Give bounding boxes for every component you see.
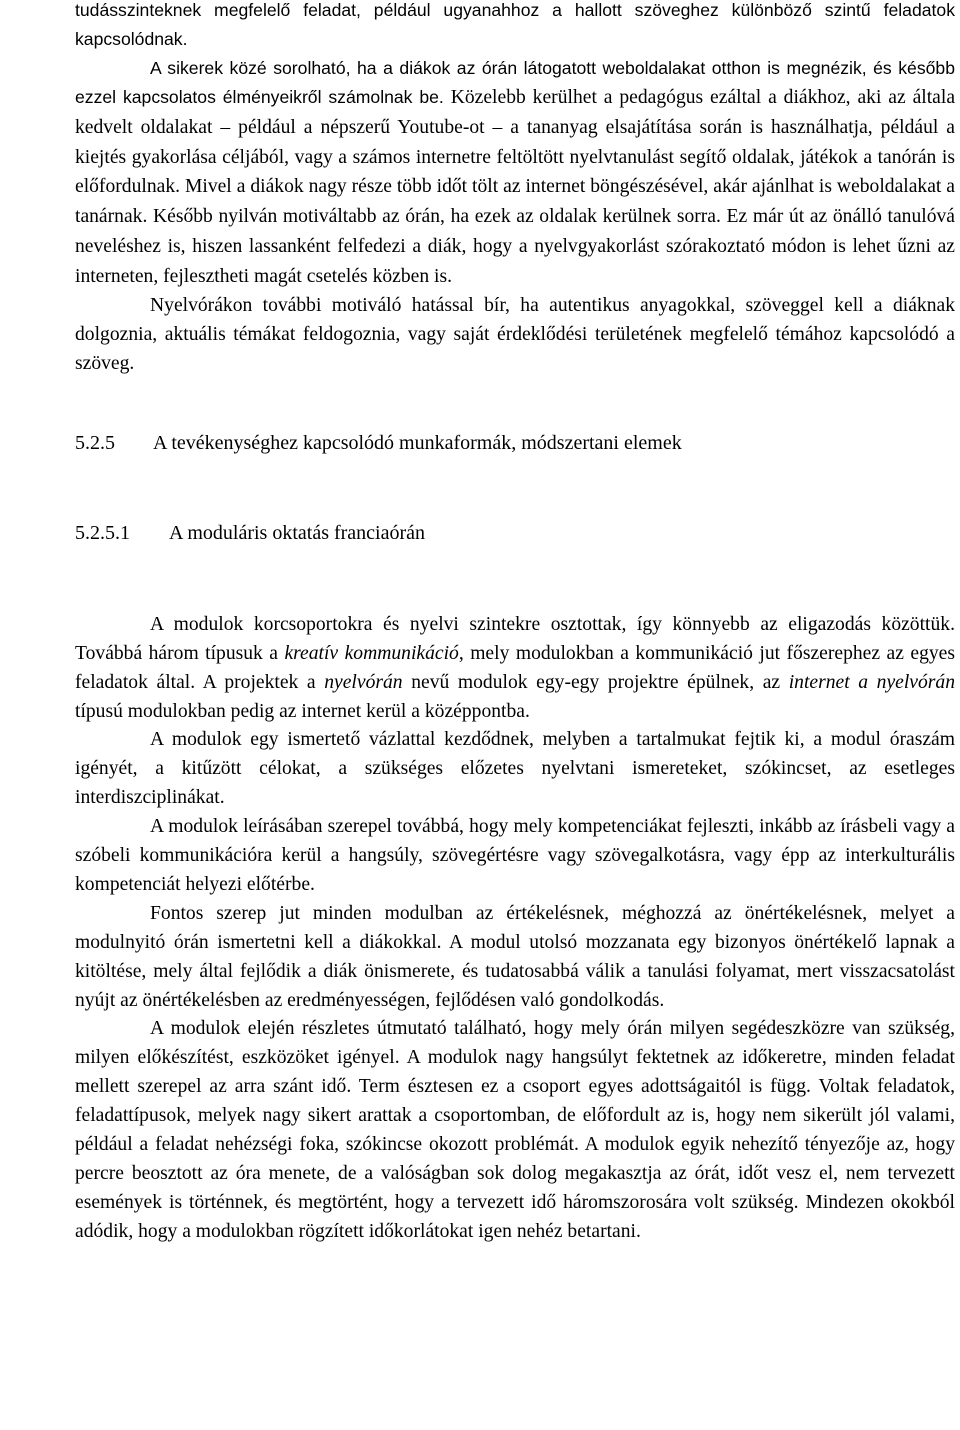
paragraph-success-sans-text: A sikerek közé sorolható, ha a diákok az órán látogatott weboldalakat otthon is megnézik, és később ezzel kapcsolatos élményeikről számolnak be. (75, 57, 955, 107)
module-types-sentence-3-end: típusú modulokban pedig az internet kerül a középpontba. (75, 700, 530, 722)
paragraph-module-outline: A modulok egy ismertető vázlattal kezdődnek, melyben a tartalmukat fejtik ki, a modul óraszám igényét, a kitűzött célokat, a szükséges előzetes nyelvtani ismereteket, szókincset, az esetleges interdiszciplinákat. (75, 729, 955, 809)
section-number: 5.2.5 (75, 431, 115, 454)
paragraph-module-types (75, 611, 955, 727)
subsection-heading-5-2-5-1 (75, 519, 955, 547)
module-types-sentence-3-start: A projektek a (202, 671, 316, 693)
paragraph-competences: A modulok leírásában szerepel továbbá, hogy mely kompetenciákat fejleszti, inkább az írásbeli vagy a szóbeli kommunikációra kerül a hangsúly, szövegértésre vagy szövegalkotásra, vagy épp az interkulturális kompetenciát helyezi előtérbe. (75, 816, 955, 895)
paragraph-authentic-materials: Nyelvórákon további motiváló hatással bír, ha autentikus anyagokkal, szöveggel kell a diáknak dolgoznia, aktuális témákat feldogoznia, vagy saját érdeklődési területének megfelelő témához kapcsolódó a szöveg. (75, 295, 955, 374)
paragraph-top-fragment: tudásszinteknek megfelelő feladat, például ugyanahhoz a hallott szöveghez különböző szintű feladatok kapcsolódnak. (75, 0, 955, 49)
paragraph-success-serif-text: Közelebb kerülhet a pedagógus ezáltal a diákhoz, aki az általa kedvelt oldalakat – például a népszerű Youtube-ot – a tananyag elsajátítása során is használhatja, például a kiejtés gyakorlása céljából, vagy a számos internetre feltöltött nyelvtanulást segítő oldalak, játékok a tanórán is előfordulnak. (75, 86, 956, 198)
paragraph-guide: A modulok elején részletes útmutató található, hogy mely órán milyen segédeszközre van szükség, milyen előkészítést, eszközöket igényel. A modulok nagy hangsúlyt fektetnek az időkeretre, minden feladat mellett szerepel az arra szánt idő. Term észtesen ez a csoport egyes adottságaitól is függ. Voltak feladatok, feladattípusok, melyek nagy sikert arattak a csoportomban, de előfordult az is, hogy nem sikerült jól valami, például a feladat nehézségi foka, szókincse okozott problémát. A modulok egyik nehezítő tényezője az, hogy percre beosztott az óra menete, de a valóságban sok dolog megakasztja az órát, időt vesz el, nem tervezett események is történnek, és megtörtént, hogy a tervezett idő háromszorosára volt szükség. Mindezen okokból adódik, hogy a modulokban rögzített időkorlátokat igen nehéz betartani. (75, 1018, 955, 1242)
module-types-sentence-2-start: Továbbá három típusuk a (75, 642, 278, 664)
term-language-class: nyelvórán (324, 671, 403, 693)
paragraph-evaluation: Fontos szerep jut minden modulban az értékelésnek, méghozzá az önértékelésnek, melyet a modulnyitó órán ismertetni kell a diákokkal. A modul utolsó mozzanata egy bizonyos önértékelő lapnak a kitöltése, mely által fejlődik a diák önismerete, és tudatosabbá válik a tanulási folyamat, mert visszacsatolást nyújt az önértékelésben az eredményességen, fejlődésen való gondolkodás. (75, 902, 955, 1011)
paragraph-success-serif-text-3: Ez már út az önálló tanulóvá neveléshez is, hiszen lassanként felfedezi a diák, hogy a nyelvgyakorlást szórakoztató módon is lehet űzni az interneten, fejlesztheti magát csetelés közben is. (75, 206, 955, 288)
module-types-sentence-1: A modulok korcsoportokra és nyelvi szintekre osztottak, így könnyebb az eligazodás közöttük. (150, 613, 955, 635)
term-internet-in-language-class: internet a nyelvórán (788, 671, 956, 693)
subsection-title: A moduláris oktatás franciaórán (169, 521, 426, 544)
document-page (75, 0, 955, 1247)
section-title: A tevékenységhez kapcsolódó munkaformák, módszertani elemek (153, 431, 682, 454)
term-creative-communication: kreatív kommunikáció (284, 642, 459, 664)
subsection-number: 5.2.5.1 (75, 521, 130, 544)
paragraph-success (75, 54, 955, 292)
module-types-sentence-2-end: , mely modulokban a kommunikáció jut főszerephez az egyes feladatok által. (75, 642, 955, 693)
section-heading-5-2-5 (75, 429, 955, 457)
paragraph-success-serif-text-2: Mivel a diákok nagy része több időt tölt az internet böngészésével, akár ajánlhat is weboldalakat a tanárnak. Később nyilván motiváltabb az órán, ha ezek az oldalak kerülnek sorra. (75, 176, 955, 228)
module-types-sentence-3-middle: nevű modulok egy-egy projektre épülnek, az (411, 671, 781, 693)
